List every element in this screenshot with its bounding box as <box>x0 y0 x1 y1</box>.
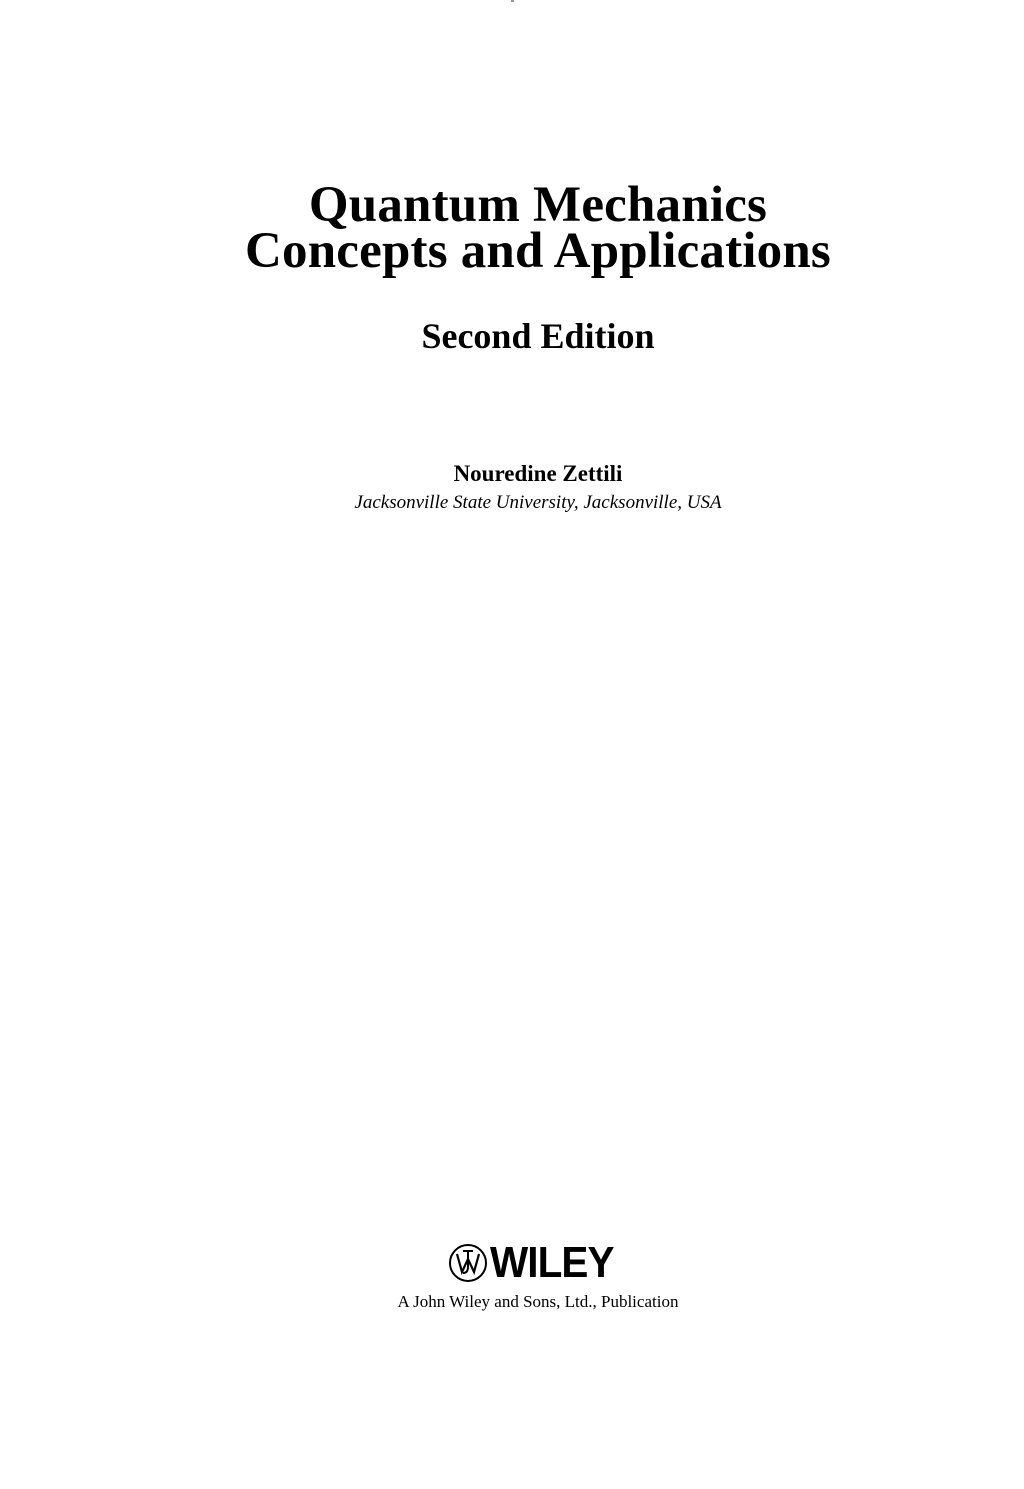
author-affiliation: Jacksonville State University, Jacksonville, USA <box>354 492 722 513</box>
edition-label: Second Edition <box>421 316 655 356</box>
wiley-wordmark: WILEY <box>490 1238 614 1287</box>
publisher-logo <box>448 1240 624 1286</box>
book-title-line-1: Quantum Mechanics <box>308 177 768 233</box>
book-title-line-2: Concepts and Applications <box>245 223 831 279</box>
scan-mark <box>511 0 514 2</box>
publisher-tagline: A John Wiley and Sons, Ltd., Publication <box>397 1292 679 1311</box>
wiley-jw-seal-icon <box>448 1243 488 1283</box>
author-name: Nouredine Zettili <box>453 461 623 486</box>
